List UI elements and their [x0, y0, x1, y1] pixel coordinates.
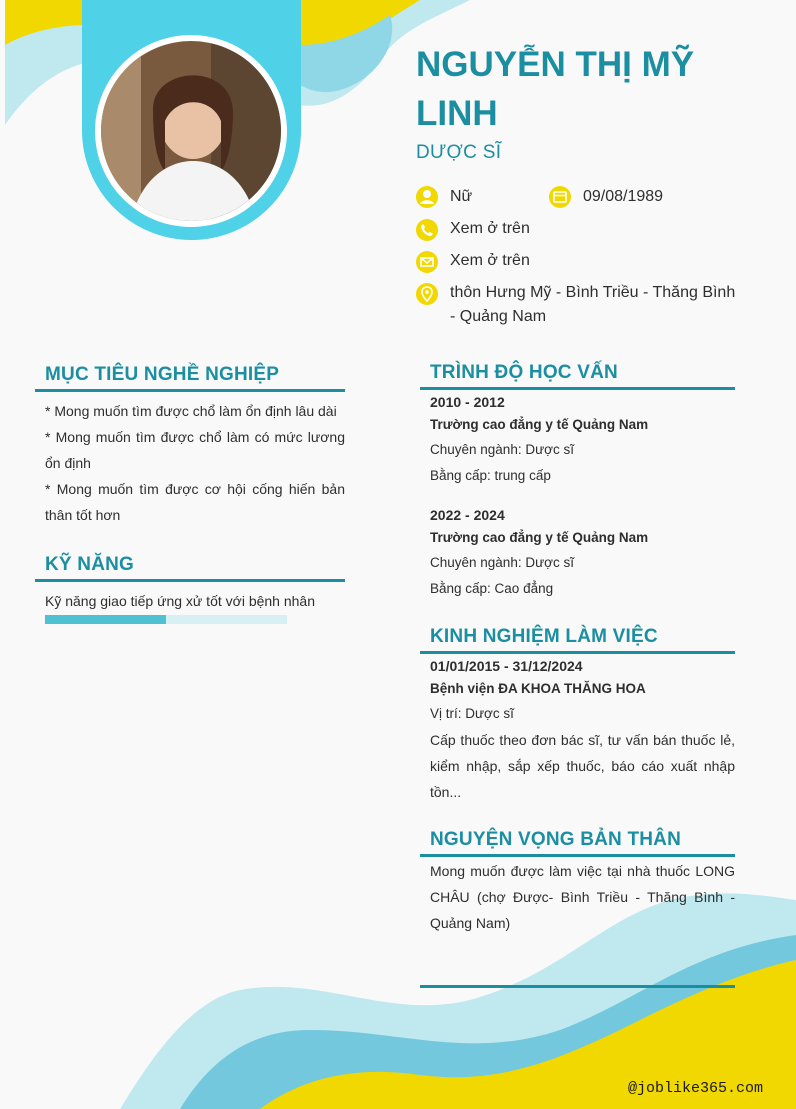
- education-period: 2010 - 2012: [430, 394, 505, 410]
- email-value: Xem ở trên: [450, 252, 530, 269]
- location-icon: [416, 283, 438, 305]
- skills-title: KỸ NĂNG: [45, 554, 135, 575]
- experience-description: Cấp thuốc theo đơn bác sĩ, tư vấn bán thuốc lẻ, kiểm nhập, sắp xếp thuốc, báo cáo xuất nhập tồn...: [430, 732, 735, 800]
- education-school: Trường cao đẳng y tế Quảng Nam: [430, 530, 649, 545]
- candidate-name: NGUYỄN THỊ MỸ LINH: [416, 45, 695, 133]
- education-period: 2022 - 2024: [430, 507, 505, 523]
- education-divider: [420, 387, 735, 390]
- bottom-divider: [420, 985, 735, 988]
- experience-period: 01/01/2015 - 31/12/2024: [430, 658, 583, 674]
- birthdate-value: 09/08/1989: [583, 188, 664, 205]
- calendar-icon: [549, 186, 571, 208]
- objective-item: * Mong muốn tìm được chổ làm có mức lương ổn định: [45, 429, 345, 471]
- education-title: TRÌNH ĐỘ HỌC VẤN: [430, 362, 618, 383]
- education-major: Chuyên ngành: Dược sĩ: [430, 555, 574, 570]
- skills-divider: [35, 579, 345, 582]
- objective-divider: [35, 389, 345, 392]
- aspiration-text: Mong muốn được làm việc tại nhà thuốc LONG CHÂU (chợ Được- Bình Triều - Thăng Bình - Quảng Nam): [430, 863, 735, 931]
- phone-icon: [416, 219, 438, 241]
- aspiration-divider: [420, 854, 735, 857]
- gender-value: Nữ: [450, 188, 473, 205]
- job-title: DƯỢC SĨ: [416, 142, 502, 163]
- education-degree: Bằng cấp: Cao đẳng: [430, 581, 554, 596]
- avatar: [101, 41, 281, 221]
- education-school: Trường cao đẳng y tế Quảng Nam: [430, 417, 649, 432]
- education-major: Chuyên ngành: Dược sĩ: [430, 442, 574, 457]
- aspiration-title: NGUYỆN VỌNG BẢN THÂN: [430, 829, 682, 850]
- objective-item: * Mong muốn tìm được cơ hội cống hiến bản thân tốt hơn: [45, 481, 345, 523]
- skill-label: Kỹ năng giao tiếp ứng xử tốt với bệnh nhân: [45, 593, 315, 609]
- skill-bar: [45, 615, 287, 624]
- objective-title: MỤC TIÊU NGHỀ NGHIỆP: [45, 364, 280, 385]
- experience-position: Vị trí: Dược sĩ: [430, 706, 514, 721]
- address-value: thôn Hưng Mỹ - Bình Triều - Thăng Bình - Quảng Nam: [450, 284, 736, 325]
- experience-divider: [420, 651, 735, 654]
- skill-bar-fill: [45, 615, 166, 624]
- experience-title: KINH NGHIỆM LÀM VIỆC: [430, 626, 658, 647]
- education-degree: Bằng cấp: trung cấp: [430, 468, 551, 483]
- phone-value: Xem ở trên: [450, 220, 530, 237]
- experience-company: Bệnh viện ĐA KHOA THĂNG HOA: [430, 681, 646, 696]
- objective-item: * Mong muốn tìm được chổ làm ổn định lâu dài: [45, 403, 337, 419]
- watermark: @joblike365.com: [628, 1080, 764, 1097]
- user-icon: [416, 186, 438, 208]
- email-icon: [416, 251, 438, 273]
